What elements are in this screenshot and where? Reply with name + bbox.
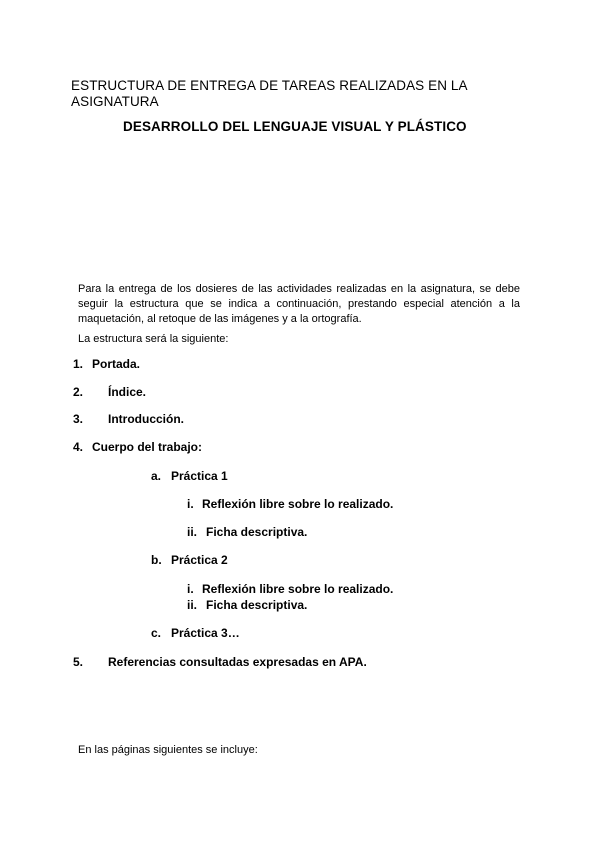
item-number: 1.: [73, 357, 84, 371]
item-label: Referencias consultadas expresadas en APA.: [108, 655, 367, 669]
list-item: [187, 497, 393, 511]
item-number: 3.: [73, 412, 84, 426]
item-number: i.: [187, 582, 194, 596]
item-label: Portada.: [92, 357, 141, 371]
item-label: Introducción.: [108, 412, 184, 426]
document-subtitle: DESARROLLO DEL LENGUAJE VISUAL Y PLÁSTICO: [123, 119, 467, 134]
document-title: ESTRUCTURA DE ENTREGA DE TAREAS REALIZADAS EN LA ASIGNATURA: [71, 78, 467, 109]
list-item: [73, 412, 184, 426]
item-label: Cuerpo del trabajo:: [92, 440, 203, 454]
intro-paragraph: Para la entrega de los dosieres de las actividades realizadas en la asignatura, se debe seguir la estructura que se indica a continuación, prestando especial atención a la maquetación, al retoque de las imágenes y a la ortografía.: [78, 283, 520, 325]
item-number: a.: [151, 469, 162, 483]
item-number: 2.: [73, 385, 84, 399]
item-number: c.: [151, 626, 162, 640]
item-number: b.: [151, 553, 162, 567]
footer-text: En las páginas siguientes se incluye:: [78, 744, 258, 756]
item-label: Práctica 1: [171, 469, 228, 483]
item-label: Ficha descriptiva.: [206, 598, 308, 612]
list-item: [73, 357, 140, 371]
list-item: [151, 626, 240, 640]
item-label: Práctica 2: [171, 553, 228, 567]
intro-lead: La estructura será la siguiente:: [78, 333, 229, 345]
item-label: Reflexión libre sobre lo realizado.: [202, 582, 394, 596]
item-number: ii.: [187, 598, 198, 612]
item-label: Práctica 3…: [171, 626, 240, 640]
item-label: Ficha descriptiva.: [206, 525, 308, 539]
list-item: [73, 655, 367, 669]
item-number: 4.: [73, 440, 84, 454]
list-item: [73, 385, 146, 399]
item-label: Índice.: [108, 385, 147, 399]
item-label: Reflexión libre sobre lo realizado.: [202, 497, 394, 511]
item-number: 5.: [73, 655, 84, 669]
list-item: [151, 469, 228, 483]
list-item: [73, 440, 202, 454]
list-item: [187, 598, 307, 612]
item-number: i.: [187, 497, 194, 511]
list-item: [187, 525, 307, 539]
list-item: [151, 553, 228, 567]
list-item: [187, 582, 393, 596]
item-number: ii.: [187, 525, 198, 539]
